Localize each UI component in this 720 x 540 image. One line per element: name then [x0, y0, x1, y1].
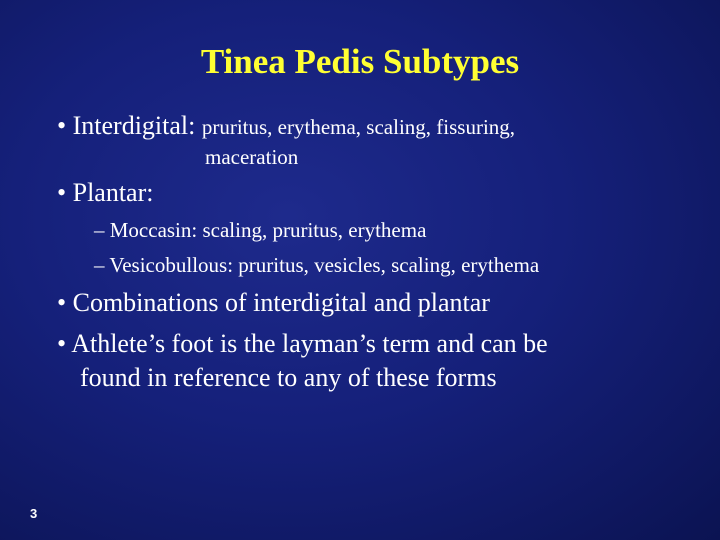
bullet-plantar — [57, 178, 153, 208]
bullet-interdigital — [57, 111, 515, 141]
athletes-foot-line2: found in reference to any of these forms — [80, 363, 497, 392]
plantar-label: Plantar: — [72, 178, 154, 207]
bullet-athletes-foot — [57, 329, 548, 359]
sub-item-text: Moccasin: scaling, pruritus, erythema — [109, 218, 427, 242]
bullet-icon: • — [57, 288, 67, 317]
interdigital-detail-line1: pruritus, erythema, scaling, fissuring, — [201, 115, 516, 139]
dash-icon: – — [94, 253, 105, 277]
page-number: 3 — [30, 506, 38, 521]
athletes-foot-line1: Athlete’s foot is the layman’s term and can be — [71, 329, 548, 358]
sub-item-text: Vesicobullous: pruritus, vesicles, scaling, erythema — [109, 253, 540, 277]
interdigital-detail-line2: maceration — [205, 145, 299, 169]
bullet-icon: • — [57, 329, 67, 358]
interdigital-label: Interdigital: — [72, 111, 196, 140]
sub-item-moccasin — [94, 218, 426, 243]
bullet-icon: • — [57, 111, 67, 140]
combinations-text: Combinations of interdigital and plantar — [72, 288, 490, 317]
slide-title: Tinea Pedis Subtypes — [200, 42, 520, 81]
sub-item-vesicobullous — [94, 253, 539, 278]
bullet-combinations — [57, 288, 490, 318]
bullet-icon: • — [57, 178, 67, 207]
dash-icon: – — [94, 218, 105, 242]
